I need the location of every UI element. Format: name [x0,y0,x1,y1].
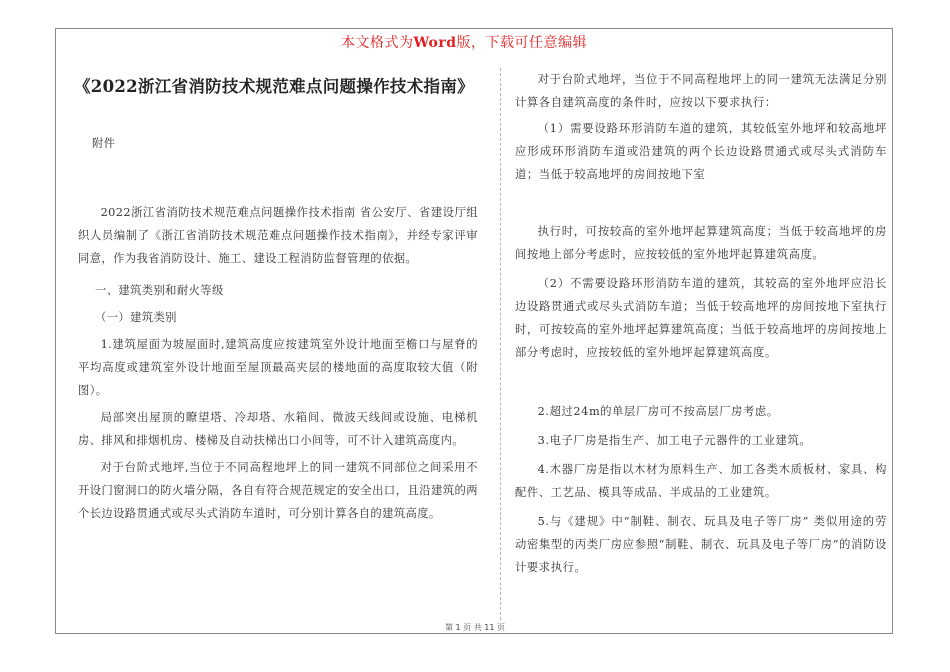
section-heading: 一、建筑类别和耐火等级 [95,284,224,297]
item-1-paragraph: 1.建筑屋面为坡屋面时,建筑高度应按建筑室外设计地面至檐口与屋脊的平均高度或建筑室外设计地面至屋顶最高夹层的楼地面的高度取较大值（附图）。 [78,338,478,397]
right-paragraph-2: （1）需要设路环形消防车道的建筑，其较低室外地坪和较高地坪应形成环形消防车道或沿建筑的两个长边设路贯通式或尽头式消防车道；当低于较高地坪的房间按地下室 [515,122,887,181]
subsection-heading: （一）建筑类别 [95,311,177,324]
watermark-text-before: 本文格式为 [340,35,414,51]
right-paragraph-3: 执行时，可按较高的室外地坪起算建筑高度；当低于较高地坪的房间按地上部分考虑时，应按较低的室外地坪起算建筑高度。 [515,225,887,261]
word-watermark [334,32,594,52]
right-paragraph-1: 对于台阶式地坪，当位于不同高程地坪上的同一建筑无法满足分别计算各自建筑高度的条件时，应按以下要求执行： [515,73,887,109]
right-paragraph-4: （2）不需要设路环形消防车道的建筑，其较高的室外地坪应沿长边设路贯通式或尽头式消防车道；当低于较高地坪的房间按地下室执行时，可按较高的室外地坪起算建筑高度；当低于较高地坪的房间按地上部分考虑时，应按较低的室外地坪起算建筑高度。 [515,277,887,359]
column-divider [500,68,501,620]
annex-label: 附件 [92,137,116,150]
intro-paragraph: 2022浙江省消防技术规范难点问题操作技术指南 省公安厅、省建设厅组织人员编制了《浙江省消防技术规范难点问题操作技术指南》，并经专家评审同意，作为我省消防设计、施工、建设工程消防监督管理的依据。 [78,206,478,265]
watermark-word: Word [413,35,457,51]
document-title: 《2022浙江省消防技术规范难点问题操作技术指南》 [74,77,474,96]
right-paragraph-7: 4.木器厂房是指以木材为原料生产、加工各类木质板材、家具、构配件、工艺品、模具等成品、半成品的工业建筑。 [515,463,887,499]
right-paragraph-8: 5.与《建规》中“制鞋、制衣、玩具及电子等厂房” 类似用途的劳动密集型的丙类厂房应参照“制鞋、制衣、玩具及电子等厂房”的消防设计要求执行。 [515,515,887,574]
page-footer: 第 1 页 共 11 页 [445,623,505,632]
left-column [74,76,478,525]
item-1b-paragraph: 局部突出屋顶的瞭望塔、冷却塔、水箱间、微波天线间或设施、电梯机房、排风和排烟机房、楼梯及自动扶梯出口小间等，可不计入建筑高度内。 [78,411,478,447]
right-paragraph-6: 3.电子厂房是指生产、加工电子元器件的工业建筑。 [537,434,812,447]
right-paragraph-5: 2.超过24m的单层厂房可不按高层厂房考虑。 [537,405,779,418]
right-column [515,68,887,579]
watermark-text-after: 版，下载可任意编辑 [456,35,588,51]
item-1c-paragraph: 对于台阶式地坪,当位于不同高程地坪上的同一建筑不同部位之间采用不开设门窗洞口的防火墙分隔，各自有符合规范规定的安全出口，且沿建筑的两个长边设路贯通式或尽头式消防车道时，可分别计算各自的建筑高度。 [78,461,478,520]
